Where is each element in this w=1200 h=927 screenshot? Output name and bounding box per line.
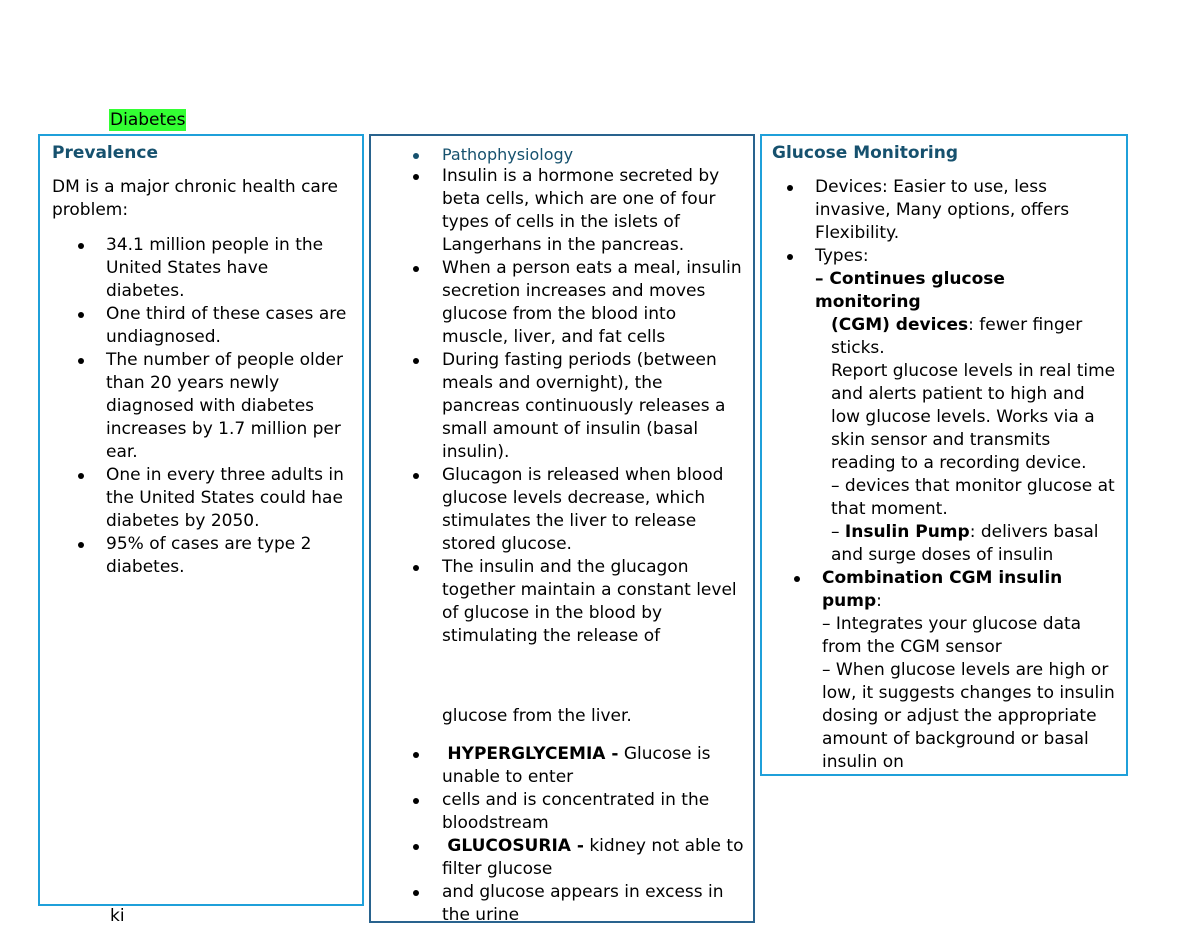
cgm-block: (CGM) devices: fewer finger sticks. Report glucose levels in real time and alerts patient to high and low glucose levels. Works via a skin sensor and transmits reading to a recording device. – devices that monitor glucose at that moment. – Insulin Pump: delivers basal and surge doses of insulin <box>831 315 1116 565</box>
document-title: Diabetes <box>110 110 186 130</box>
bullet-icon <box>413 358 419 364</box>
list-item: cells and is concentrated in the bloodstream <box>442 789 745 835</box>
pathophysiology-terms-list <box>442 743 745 927</box>
bullet-icon <box>78 312 84 318</box>
bullet-icon <box>78 358 84 364</box>
list-item: Types: – Continues glucose monitoring (CGM) devices: fewer finger sticks. Report glucose levels in real time and alerts patient to high and low glucose levels. Works via a skin sensor and transmits reading to a recording device. – devices that monitor glucose at that moment. – Insulin Pump: delivers basal and surge doses of insulin <box>815 245 1116 567</box>
list-item: Devices: Easier to use, less invasive, Many options, offers Flexibility. <box>815 176 1116 245</box>
bullet-icon <box>413 752 419 758</box>
list-item: One third of these cases are undiagnosed. <box>106 303 350 349</box>
list-item: Insulin is a hormone secreted by beta cells, which are one of four types of cells in the islets of Langerhans in the pancreas. <box>442 165 745 257</box>
prevalence-intro: DM is a major chronic health care problem: <box>52 177 338 220</box>
continuation-text: glucose from the liver. <box>442 706 632 726</box>
bullet-icon <box>413 473 419 479</box>
footer-text: ki <box>110 906 125 926</box>
bullet-icon <box>78 542 84 548</box>
list-item: Glucagon is released when blood glucose levels decrease, which stimulates the liver to release stored glucose. <box>442 464 745 556</box>
list-item: One in every three adults in the United States could hae diabetes by 2050. <box>106 464 350 533</box>
bullet-icon <box>413 890 419 896</box>
bullet-icon <box>413 174 419 180</box>
glucosuria-term: GLUCOSURIA - <box>447 836 584 856</box>
list-item: Combination CGM insulin pump: – Integrates your glucose data from the CGM sensor – When glucose levels are high or low, it suggests changes to insulin dosing or adjust the appropriate amount of background or basal insulin on <box>822 567 1116 774</box>
pathophysiology-box <box>369 134 755 923</box>
pathophysiology-list <box>442 144 745 648</box>
bullet-icon <box>413 798 419 804</box>
pathophysiology-heading: Pathophysiology <box>442 144 745 165</box>
list-item: and glucose appears in excess in the urine <box>442 881 745 927</box>
bullet-icon <box>78 473 84 479</box>
bullet-icon <box>413 565 419 571</box>
prevalence-list <box>106 234 350 579</box>
list-item: When a person eats a meal, insulin secretion increases and moves glucose from the blood into muscle, liver, and fat cells <box>442 257 745 349</box>
bullet-icon <box>787 254 793 260</box>
list-item: HYPERGLYCEMIA - Glucose is unable to enter <box>442 743 745 789</box>
bullet-icon <box>794 576 800 582</box>
list-item: GLUCOSURIA - kidney not able to filter glucose <box>442 835 745 881</box>
bullet-icon <box>413 153 419 159</box>
prevalence-box <box>38 134 364 906</box>
monitoring-heading: Glucose Monitoring <box>772 143 959 163</box>
hyperglycemia-term: HYPERGLYCEMIA - <box>447 744 619 764</box>
list-item: 34.1 million people in the United States have diabetes. <box>106 234 350 303</box>
list-item: The number of people older than 20 years newly diagnosed with diabetes increases by 1.7 million per ear. <box>106 349 350 464</box>
glucose-monitoring-box <box>760 134 1128 776</box>
list-item: During fasting periods (between meals and overnight), the pancreas continuously releases a small amount of insulin (basal insulin). <box>442 349 745 464</box>
combo-list <box>822 567 1116 774</box>
prevalence-heading: Prevalence <box>52 143 158 163</box>
bullet-icon <box>413 844 419 850</box>
cgm-title: – Continues glucose monitoring <box>815 269 1005 312</box>
monitoring-list <box>815 176 1116 567</box>
bullet-icon <box>413 266 419 272</box>
bullet-icon <box>78 243 84 249</box>
list-item: The insulin and the glucagon together maintain a constant level of glucose in the blood by stimulating the release of <box>442 556 745 648</box>
bullet-icon <box>787 185 793 191</box>
list-item: 95% of cases are type 2 diabetes. <box>106 533 350 579</box>
